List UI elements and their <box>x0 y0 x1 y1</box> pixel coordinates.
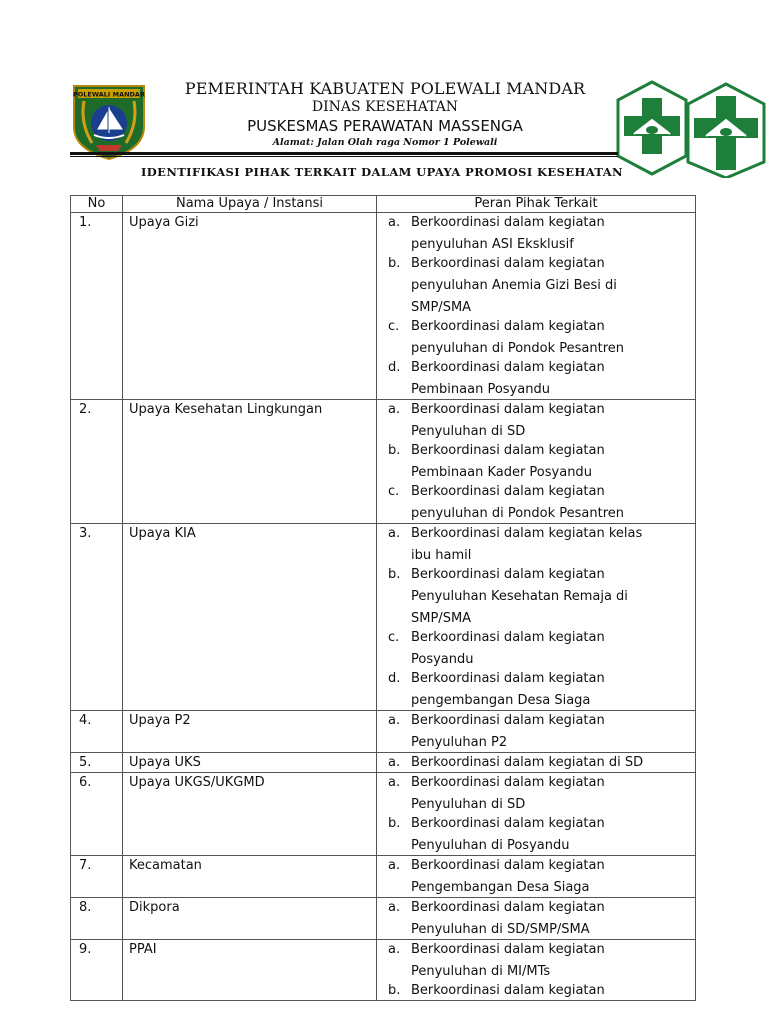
role-letter: c. <box>388 484 400 499</box>
role-line: penyuluhan ASI Eksklusif <box>411 237 574 252</box>
role-line: Berkoordinasi dalam kegiatan <box>411 215 605 230</box>
row-number: 8. <box>71 898 123 940</box>
role-text <box>411 628 689 669</box>
role-line: Berkoordinasi dalam kegiatan <box>411 256 605 271</box>
role-line: SMP/SMA <box>411 611 472 626</box>
role-item <box>383 400 689 441</box>
role-line: Penyuluhan di MI/MTs <box>411 964 551 979</box>
role-line: Berkoordinasi dalam kegiatan <box>411 983 605 998</box>
table-row <box>71 773 696 856</box>
role-text <box>411 669 689 710</box>
role-item <box>383 358 689 399</box>
role-line: Berkoordinasi dalam kegiatan kelas <box>411 526 643 541</box>
row-name: Upaya KIA <box>123 524 377 711</box>
emblem-label: POLEWALI MANDAR <box>73 90 145 99</box>
role-line: Pembinaan Posyandu <box>411 382 550 397</box>
role-item <box>383 482 689 523</box>
role-line: Penyuluhan di SD <box>411 797 526 812</box>
role-text <box>411 524 689 565</box>
role-line: Berkoordinasi dalam kegiatan <box>411 360 605 375</box>
polewali-mandar-emblem-icon <box>70 83 148 161</box>
row-number: 4. <box>71 711 123 753</box>
role-text <box>411 814 689 855</box>
row-name: Upaya Gizi <box>123 213 377 400</box>
role-line: ibu hamil <box>411 548 472 563</box>
role-letter: b. <box>388 567 401 582</box>
role-item <box>383 213 689 254</box>
role-text <box>411 358 689 399</box>
role-text <box>411 773 689 814</box>
row-roles <box>377 898 696 940</box>
col-header-name: Nama Upaya / Instansi <box>123 196 377 213</box>
role-letter: d. <box>388 671 401 686</box>
table-row <box>71 856 696 898</box>
stakeholder-table <box>70 195 696 1001</box>
role-line: SMP/SMA <box>411 300 472 315</box>
role-item <box>383 669 689 710</box>
role-line: Berkoordinasi dalam kegiatan <box>411 858 605 873</box>
role-line: Berkoordinasi dalam kegiatan <box>411 816 605 831</box>
table-row <box>71 753 696 773</box>
role-item <box>383 317 689 358</box>
role-line: Berkoordinasi dalam kegiatan <box>411 775 605 790</box>
row-number: 7. <box>71 856 123 898</box>
role-text <box>411 711 689 752</box>
role-letter: a. <box>388 775 401 790</box>
row-roles <box>377 400 696 524</box>
role-letter: a. <box>388 402 401 417</box>
role-text <box>411 940 689 981</box>
row-name: Dikpora <box>123 898 377 940</box>
role-line: Penyuluhan di Posyandu <box>411 838 570 853</box>
role-line: Berkoordinasi dalam kegiatan <box>411 630 605 645</box>
role-item <box>383 773 689 814</box>
role-line: Berkoordinasi dalam kegiatan <box>411 567 605 582</box>
role-line: Berkoordinasi dalam kegiatan di SD <box>411 755 644 770</box>
header-government: PEMERINTAH KABUATEN POLEWALI MANDAR <box>184 79 586 98</box>
role-letter: a. <box>388 858 401 873</box>
role-line: Penyuluhan di SD/SMP/SMA <box>411 922 590 937</box>
table-row <box>71 524 696 711</box>
role-letter: a. <box>388 215 401 230</box>
role-line: penyuluhan di Pondok Pesantren <box>411 341 625 356</box>
document-title: IDENTIFIKASI PIHAK TERKAIT DALAM UPAYA PROMOSI KESEHATAN <box>141 165 623 179</box>
role-item <box>383 856 689 897</box>
role-item <box>383 753 689 772</box>
header-puskesmas: PUSKESMAS PERAWATAN MASSENGA <box>247 117 523 135</box>
row-roles <box>377 773 696 856</box>
role-line: Penyuluhan Kesehatan Remaja di <box>411 589 628 604</box>
role-item <box>383 814 689 855</box>
row-roles <box>377 213 696 400</box>
role-line: Berkoordinasi dalam kegiatan <box>411 319 605 334</box>
table-body <box>71 213 696 1001</box>
table-header-row <box>71 196 696 213</box>
row-number: 1. <box>71 213 123 400</box>
row-number: 3. <box>71 524 123 711</box>
role-item <box>383 254 689 317</box>
row-name: Kecamatan <box>123 856 377 898</box>
table-row <box>71 711 696 753</box>
role-item <box>383 981 689 1000</box>
row-roles <box>377 711 696 753</box>
role-line: Pengembangan Desa Siaga <box>411 880 590 895</box>
role-text <box>411 898 689 939</box>
col-header-no: No <box>71 196 123 213</box>
role-text <box>411 400 689 441</box>
row-name: Upaya P2 <box>123 711 377 753</box>
header-department: DINAS KESEHATAN <box>311 99 459 115</box>
role-item <box>383 711 689 752</box>
role-line: Penyuluhan di SD <box>411 424 526 439</box>
role-line: Berkoordinasi dalam kegiatan <box>411 900 605 915</box>
role-line: Berkoordinasi dalam kegiatan <box>411 713 605 728</box>
role-letter: a. <box>388 526 401 541</box>
role-letter: b. <box>388 443 401 458</box>
row-number: 5. <box>71 753 123 773</box>
table-row <box>71 213 696 400</box>
table-row <box>71 898 696 940</box>
role-letter: a. <box>388 755 401 770</box>
row-name: Upaya UKGS/UKGMD <box>123 773 377 856</box>
role-text <box>411 441 689 482</box>
header-rule-thick <box>70 152 618 155</box>
role-letter: a. <box>388 713 401 728</box>
role-line: Berkoordinasi dalam kegiatan <box>411 443 605 458</box>
role-letter: a. <box>388 900 401 915</box>
role-text <box>411 213 689 254</box>
role-line: Penyuluhan P2 <box>411 735 508 750</box>
puskesmas-cross-logo-icon <box>612 78 768 178</box>
role-line: Berkoordinasi dalam kegiatan <box>411 942 605 957</box>
role-item <box>383 628 689 669</box>
header-address: Alamat: Jalan Olah raga Nomor 1 Polewali <box>272 137 498 148</box>
role-item <box>383 940 689 981</box>
row-roles <box>377 940 696 1001</box>
role-item <box>383 898 689 939</box>
role-letter: b. <box>388 983 401 998</box>
role-text <box>411 981 689 1000</box>
role-letter: b. <box>388 816 401 831</box>
row-roles <box>377 753 696 773</box>
header-rule-thin <box>70 156 618 157</box>
role-text <box>411 565 689 628</box>
role-letter: b. <box>388 256 401 271</box>
row-name: Upaya UKS <box>123 753 377 773</box>
role-text <box>411 317 689 358</box>
role-text <box>411 254 689 317</box>
row-number: 6. <box>71 773 123 856</box>
role-letter: a. <box>388 942 401 957</box>
role-line: Posyandu <box>411 652 474 667</box>
role-item <box>383 441 689 482</box>
row-name: PPAI <box>123 940 377 1001</box>
col-header-role: Peran Pihak Terkait <box>377 196 696 213</box>
role-text <box>411 753 689 772</box>
role-letter: c. <box>388 319 400 334</box>
table-row <box>71 940 696 1001</box>
role-line: Pembinaan Kader Posyandu <box>411 465 592 480</box>
row-roles <box>377 856 696 898</box>
role-line: pengembangan Desa Siaga <box>411 693 591 708</box>
role-letter: c. <box>388 630 400 645</box>
row-number: 9. <box>71 940 123 1001</box>
role-line: Berkoordinasi dalam kegiatan <box>411 484 605 499</box>
role-item <box>383 565 689 628</box>
row-number: 2. <box>71 400 123 524</box>
role-line: Berkoordinasi dalam kegiatan <box>411 671 605 686</box>
row-name: Upaya Kesehatan Lingkungan <box>123 400 377 524</box>
role-line: penyuluhan Anemia Gizi Besi di <box>411 278 617 293</box>
row-roles <box>377 524 696 711</box>
role-line: penyuluhan di Pondok Pesantren <box>411 506 625 521</box>
role-item <box>383 524 689 565</box>
role-text <box>411 856 689 897</box>
role-text <box>411 482 689 523</box>
role-line: Berkoordinasi dalam kegiatan <box>411 402 605 417</box>
role-letter: d. <box>388 360 401 375</box>
table-row <box>71 400 696 524</box>
